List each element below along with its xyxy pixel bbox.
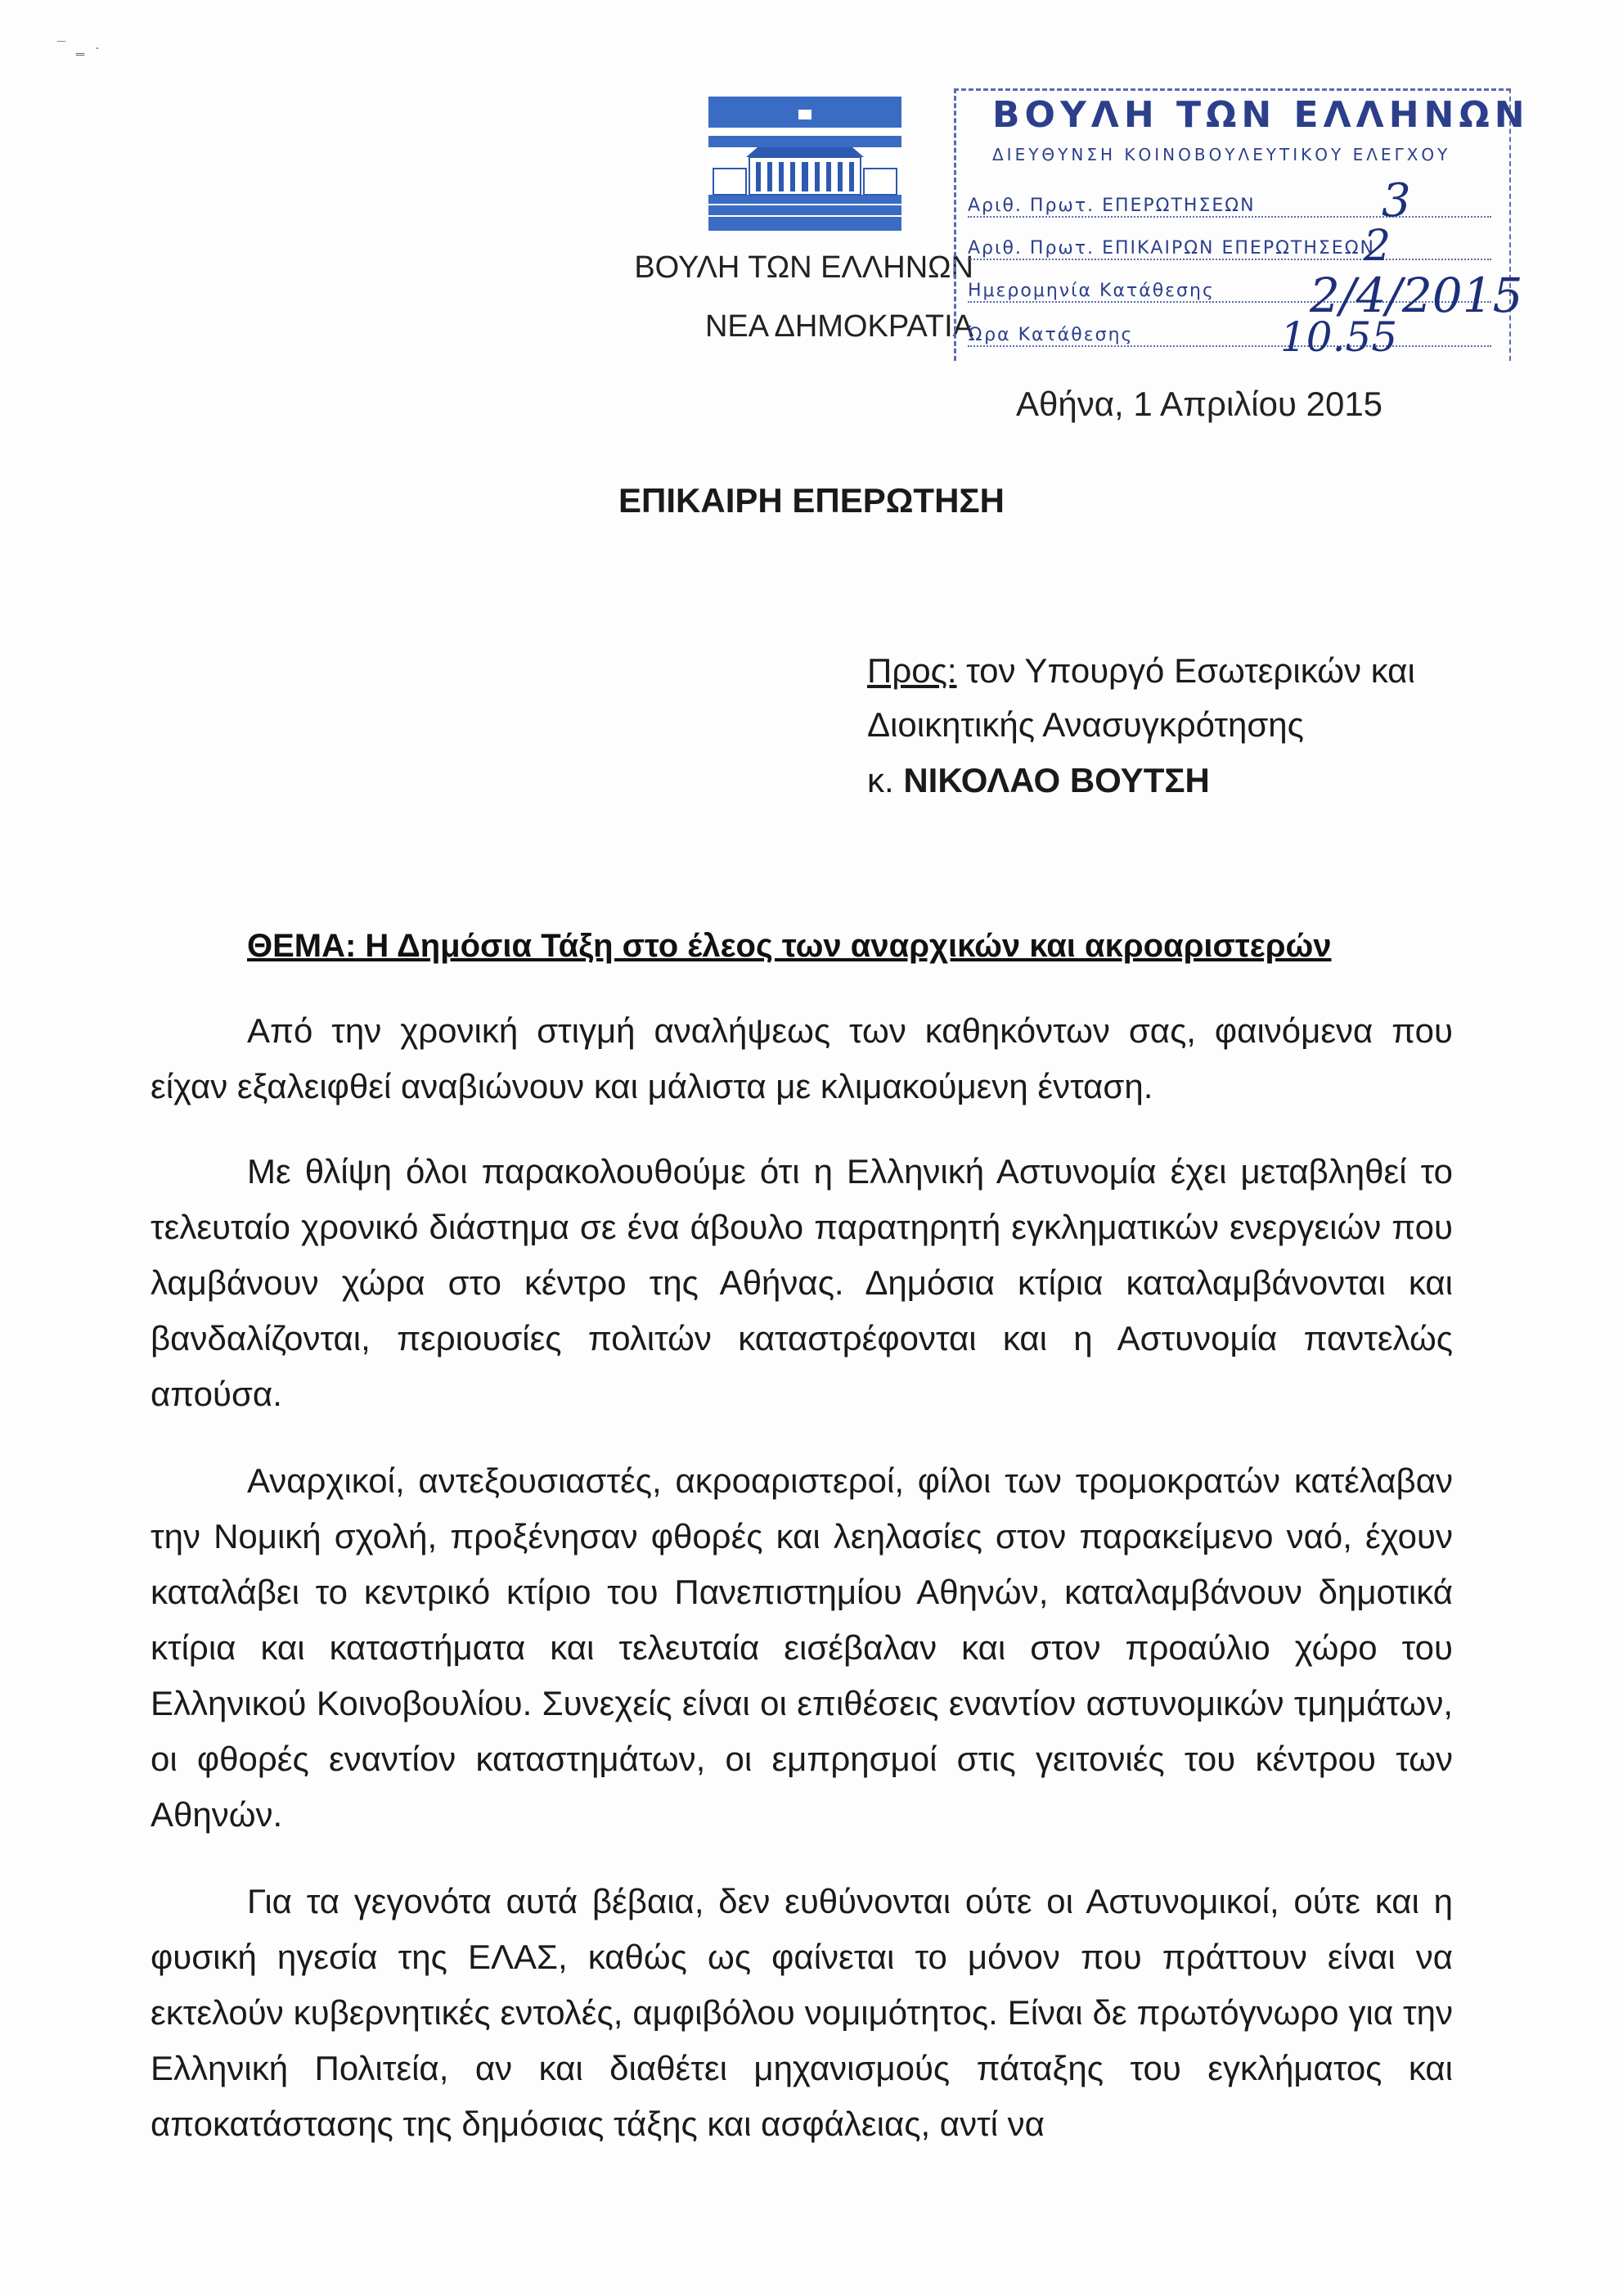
body-paragraph-4	[151, 1874, 1453, 2152]
parliament-emblem-icon	[708, 97, 901, 231]
sender-party: ΝΕΑ ΔΗΜΟΚΡΑΤΙΑ	[704, 309, 973, 344]
handwritten-urgent-number: 2	[1364, 222, 1391, 271]
paragraph-text: Για τα γεγονότα αυτά βέβαια, δεν ευθύνονται ούτε οι Αστυνομικοί, ούτε και η φυσική ηγεσία της ΕΛΑΣ, καθώς ως φαίνεται το μόνον που πράττουν είναι να εκτελούν κυβερνητικές εντολές, αμφιβόλου νομιμότητος. Είναι δε πρωτόγνωρο για την Ελληνική Πολιτεία, αν και διαθέτει μηχανισμούς πάταξης του εγκλήματος και αποκατάστασης της δημόσιας τάξης και ασφάλειας, αντί να	[151, 1882, 1453, 2143]
handwritten-date: 2/4/2015	[1310, 268, 1523, 323]
handwritten-interpellation-number: 3	[1382, 174, 1411, 227]
recipient-prefix: κ.	[867, 761, 904, 799]
body-paragraph-2	[151, 1144, 1453, 1422]
stamp-row-submission-date: Ημερομηνία Κατάθεσης	[968, 281, 1491, 303]
stamp-row-urgent-interpellations-number: Αριθ. Πρωτ. ΕΠΙΚΑΙΡΩΝ ΕΠΕΡΩΤΗΣΕΩΝ	[968, 238, 1491, 260]
scan-mark: ¯ ‗ ·	[57, 39, 103, 56]
body-paragraph-1	[151, 1003, 1453, 1114]
registry-stamp	[954, 88, 1530, 361]
recipient-line-1	[867, 651, 1415, 691]
sender-parliament: ΒΟΥΛΗ ΤΩΝ ΕΛΛΗΝΩΝ	[634, 250, 973, 285]
stamp-row-submission-time: Ώρα Κατάθεσης	[968, 325, 1491, 347]
document-date: Αθήνα, 1 Απριλίου 2015	[1016, 385, 1383, 423]
recipient-title: τον Υπουργό Εσωτερικών και	[956, 651, 1415, 690]
paragraph-text: Αναρχικοί, αντεξουσιαστές, ακροαριστεροί, φίλοι των τρομοκρατών κατέλαβαν την Νομική σχολή, προξένησαν φθορές και λεηλασίες στον παρακείμενο ναό, έχουν καταλάβει το κεντρικό κτίριο του Πανεπιστημίου Αθηνών, καταλαμβάνουν δημοτικά κτίρια και καταστήματα και τελευταία εισέβαλαν και στον προαύλιο χώρο του Ελληνικού Κοινοβουλίου. Συνεχείς είναι οι επιθέσεις εναντίον αστυνομικών τμημάτων, οι φθορές εναντίον καταστημάτων, οι εμπρησμοί στις γειτονιές του κέντρου των Αθηνών.	[151, 1461, 1453, 1834]
paragraph-text: Με θλίψη όλοι παρακολουθούμε ότι η Ελληνική Αστυνομία έχει μεταβληθεί το τελευταίο χρονικό διάστημα σε ένα άβουλο παρατηρητή εγκληματικών ενεργειών που λαμβάνουν χώρα στο κέντρο της Αθήνας. Δημόσια κτίρια καταλαμβάνονται και βανδαλίζονται, περιουσίες πολιτών καταστρέφονται και η Αστυνομία παντελώς απούσα.	[151, 1152, 1453, 1413]
stamp-subtitle: ΔΙΕΥΘΥΝΣΗ ΚΟΙΝΟΒΟΥΛΕΥΤΙΚΟΥ ΕΛΕΓΧΟΥ	[992, 145, 1451, 164]
paragraph-text: Από την χρονική στιγμή αναλήψεως των καθηκόντων σας, φαινόμενα που είχαν εξαλειφθεί αναβιώνουν και μάλιστα με κλιμακούμενη ένταση.	[151, 1011, 1453, 1105]
recipient-label: Προς:	[867, 651, 957, 690]
recipient-name: ΝΙΚΟΛΑΟ ΒΟΥΤΣΗ	[903, 761, 1210, 799]
stamp-title: ΒΟΥΛΗ ΤΩΝ ΕΛΛΗΝΩΝ	[992, 94, 1530, 136]
subject-heading: ΘΕΜΑ: Η Δημόσια Τάξη στο έλεος των αναρχικών και ακροαριστερών	[247, 928, 1332, 964]
handwritten-time: 10.55	[1280, 313, 1398, 361]
document-type-heading: ΕΠΙΚΑΙΡΗ ΕΠΕΡΩΤΗΣΗ	[618, 481, 1005, 520]
recipient-line-2: Διοικητικής Ανασυγκρότησης	[867, 705, 1304, 744]
recipient-line-3	[867, 761, 1210, 800]
body-paragraph-3	[151, 1453, 1453, 1843]
stamp-row-interpellations-number: Αριθ. Πρωτ. ΕΠΕΡΩΤΗΣΕΩΝ	[968, 196, 1491, 218]
